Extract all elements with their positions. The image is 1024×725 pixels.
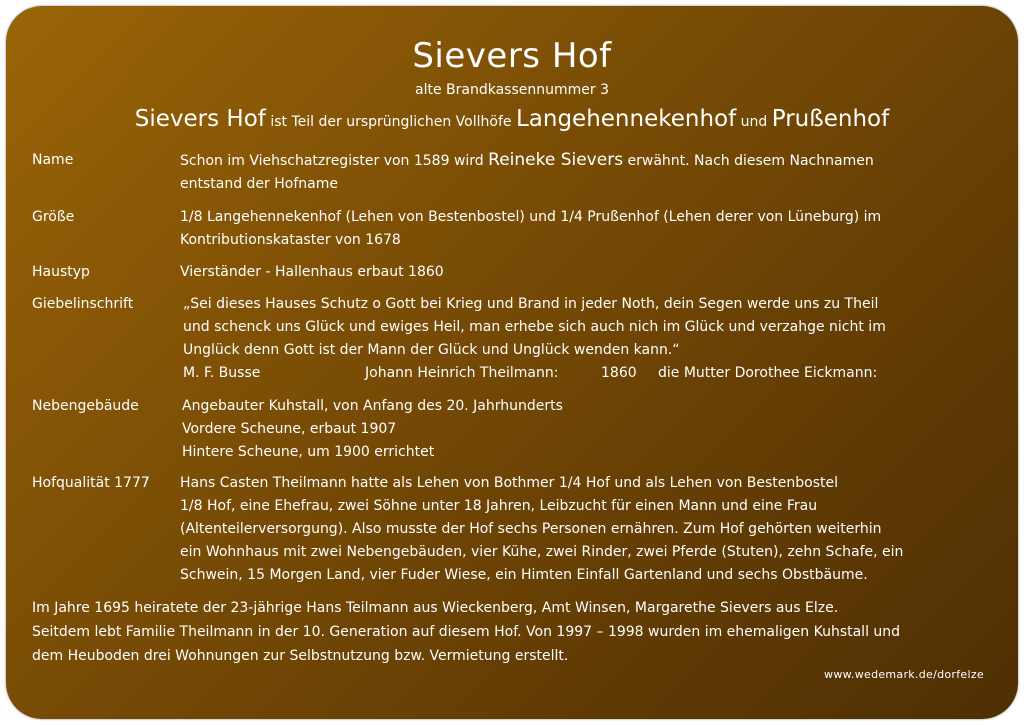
headline-langehennekenhof: Langehennekenhof [515,106,737,132]
headline-farm-name: Sievers Hof [134,106,266,132]
row-content-giebel [183,293,993,385]
signature-year: 1860 [601,365,637,381]
row-text-line: Vordere Scheune, erbaut 1907 [182,421,397,437]
row-text-line: Hans Casten Theilmann hatte als Lehen von Bothmer 1/4 Hof und als Lehen von Bestenbostel [180,475,838,491]
row-text-line: Vierständer - Hallenhaus erbaut 1860 [180,264,444,280]
row-content-qualitaet [180,472,990,587]
row-label-qualitaet: Hofqualität 1777 [32,475,150,491]
row-content-neben [182,395,992,464]
row-label-haustyp: Haustyp [32,264,90,280]
row-label-giebel: Giebelinschrift [32,296,134,312]
name-text-b: erwähnt. Nach diesem Nachnamen [623,153,874,169]
row-text-line: (Altenteilerversorgung). Also musste der Hof sechs Personen ernähren. Zum Hof gehörten weiterhin [180,521,882,537]
row-text-line: Unglück denn Gott ist der Mann der Glück und Unglück wenden kann.“ [183,342,680,358]
paragraph-line: dem Heuboden drei Wohnungen zur Selbstnutzung bzw. Vermietung erstellt. [32,648,569,664]
history-paragraph [32,596,1002,668]
signature-busse: M. F. Busse [183,365,261,381]
row-content-haustyp [180,261,990,284]
row-text-line: Angebauter Kuhstall, von Anfang des 20. Jahrhunderts [182,398,563,414]
signature-line [183,362,993,385]
row-content-groesse [180,206,990,252]
row-text-line: und schenck uns Glück und ewiges Heil, man erhebe sich auch nich im Glück und verzahge nicht im [183,319,886,335]
row-label-name: Name [32,152,74,168]
paragraph-line: Im Jahre 1695 heiratete der 23-jährige Hans Teilmann aus Wieckenberg, Amt Winsen, Margarethe Sievers aus Elze. [32,600,839,616]
row-text-line: 1/8 Hof, eine Ehefrau, zwei Söhne unter 18 Jahren, Leibzucht für einen Mann und eine Frau [180,498,818,514]
signature-eickmann: die Mutter Dorothee Eickmann: [658,365,878,381]
row-label-groesse: Größe [32,209,75,225]
page-title: Sievers Hof [412,36,612,76]
headline-text-b: und [736,114,772,130]
website-url: www.wedemark.de/dorfelze [824,668,984,681]
row-text-line: Hintere Scheune, um 1900 errichtet [182,444,435,460]
row-text-line: Kontributionskataster von 1678 [180,232,401,248]
row-content-name [180,149,990,196]
paragraph-line: Seitdem lebt Familie Theilmann in der 10. Generation auf diesem Hof. Von 1997 – 1998 wurden im ehemaligen Kuhstall und [32,624,901,640]
row-text-line [180,149,990,173]
page-subtitle: alte Brandkassennummer 3 [415,82,609,98]
row-text-line: „Sei dieses Hauses Schutz o Gott bei Krieg und Brand in jeder Noth, dein Segen werde uns zu Theil [183,296,879,312]
signature-theilmann: Johann Heinrich Theilmann: [365,365,559,381]
headline [6,106,1018,132]
row-label-neben: Nebengebäude [32,398,139,414]
name-reineke-sievers: Reineke Sievers [488,150,624,170]
headline-text-a: ist Teil der ursprünglichen Vollhöfe [265,114,516,130]
info-plaque [6,6,1018,719]
row-text-line: ein Wohnhaus mit zwei Nebengebäuden, vier Kühe, zwei Rinder, zwei Pferde (Stuten), zehn Schafe, ein [180,544,904,560]
headline-prussenhof: Prußenhof [771,106,890,132]
row-text-line: 1/8 Langehennekenhof (Lehen von Bestenbostel) und 1/4 Prußenhof (Lehen derer von Lüneburg) im [180,209,882,225]
name-text-a: Schon im Viehschatzregister von 1589 wird [180,153,489,169]
row-text-line: entstand der Hofname [180,176,338,192]
row-text-line: Schwein, 15 Morgen Land, vier Fuder Wiese, ein Himten Einfall Gartenland und sechs Obstbäume. [180,567,868,583]
